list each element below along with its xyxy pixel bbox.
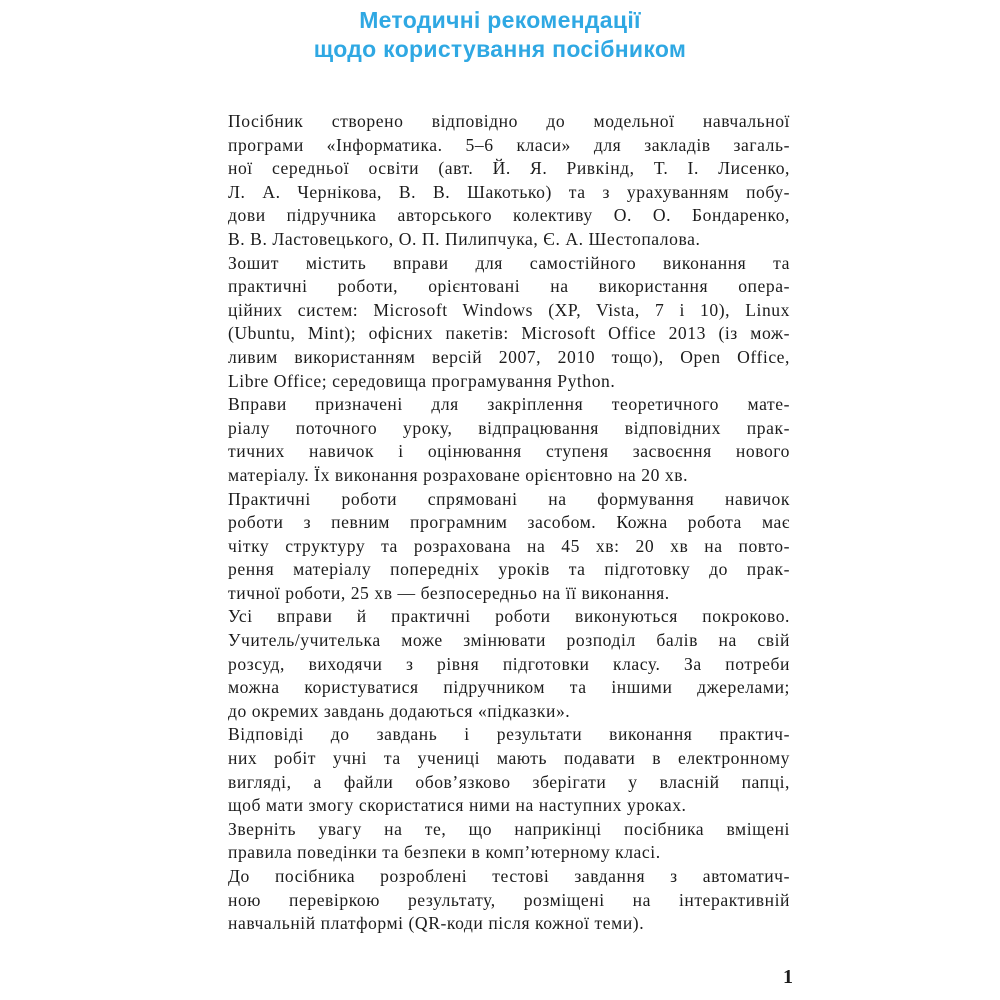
paragraph <box>228 393 790 487</box>
text-line: чітку структуру та розрахована на 45 хв: 20 хв на повто- <box>228 535 790 556</box>
text-line: рення матеріалу попередніх уроків та підготовку до прак- <box>228 559 790 580</box>
title-line-1: Методичні рекомендації <box>359 7 641 33</box>
text-line: ною перевіркою результату, розміщені на інтерактивній <box>228 889 790 910</box>
text-line: Зошит містить вправи для самостійного виконання та <box>228 252 790 273</box>
paragraph <box>228 605 790 723</box>
paragraph <box>228 252 790 394</box>
body-text <box>228 110 790 936</box>
text-line: Практичні роботи спрямовані на формування навичок <box>228 488 790 509</box>
text-line: практичні роботи, орієнтовані на використання опера- <box>228 276 790 297</box>
text-line: Зверніть увагу на те, що наприкінці посібника вміщені <box>228 818 790 839</box>
text-line: Л. А. Чернікова, В. В. Шакотько) та з урахуванням побу- <box>228 181 790 202</box>
text-line: Учитель/учителька може змінювати розподіл балів на свій <box>228 630 790 651</box>
page-title <box>0 6 1000 64</box>
title-line-2: щодо користування посібником <box>313 36 687 62</box>
text-line: правила поведінки та безпеки в комп’ютерному класі. <box>228 842 661 863</box>
text-line: ливим використанням версій 2007, 2010 тощо), Open Office, <box>228 346 790 367</box>
text-line: них робіт учні та учениці мають подавати в електронному <box>228 748 790 769</box>
text-line: роботи з певним програмним засобом. Кожна робота має <box>228 512 790 533</box>
text-line: Відповіді до завдань і результати виконання практич- <box>228 724 790 745</box>
text-line: тичних навичок і оцінювання ступеня засвоєння нового <box>228 441 790 462</box>
text-line: до окремих завдань додаються «підказки». <box>228 700 571 721</box>
paragraph <box>228 865 790 936</box>
text-line: В. В. Ластовецького, О. П. Пилипчука, Є. А. Шестопалова. <box>228 228 701 249</box>
text-line: (Ubuntu, Mint); офісних пакетів: Microsoft Office 2013 (із мож- <box>228 323 790 344</box>
text-line: Libre Office; середовища програмування Python. <box>228 370 616 391</box>
text-line: Вправи призначені для закріплення теоретичного мате- <box>228 394 790 415</box>
text-line: щоб мати змогу скористатися ними на наступних уроках. <box>228 795 687 816</box>
page-number: 1 <box>783 966 793 988</box>
text-line: ційних систем: Microsoft Windows (XP, Vista, 7 і 10), Linux <box>228 299 790 320</box>
paragraph <box>228 488 790 606</box>
text-line: вигляді, а файли обов’язково зберігати у власній папці, <box>228 771 790 792</box>
paragraph <box>228 110 790 252</box>
text-line: програми «Інформатика. 5–6 класи» для закладів загаль- <box>228 134 790 155</box>
text-line: Посібник створено відповідно до модельної навчальної <box>228 111 790 131</box>
text-line: дови підручника авторського колективу О. О. Бондаренко, <box>228 205 790 226</box>
paragraph <box>228 818 790 865</box>
text-line: тичної роботи, 25 хв — безпосередньо на її виконання. <box>228 582 670 603</box>
text-line: До посібника розроблені тестові завдання з автоматич- <box>228 866 790 886</box>
text-line: ної середньої освіти (авт. Й. Я. Ривкінд, Т. І. Лисенко, <box>228 158 790 179</box>
text-line: навчальній платформі (QR-коди після кожної теми). <box>228 913 645 934</box>
paragraph <box>228 723 790 817</box>
text-line: ріалу поточного уроку, відпрацювання відповідних прак- <box>228 417 790 438</box>
text-line: розсуд, виходячи з рівня підготовки класу. За потреби <box>228 653 790 674</box>
text-line: матеріалу. Їх виконання розраховане орієнтовно на 20 хв. <box>228 464 689 485</box>
text-line: можна користуватися підручником та іншими джерелами; <box>228 677 790 698</box>
text-line: Усі вправи й практичні роботи виконуються покроково. <box>228 606 790 627</box>
